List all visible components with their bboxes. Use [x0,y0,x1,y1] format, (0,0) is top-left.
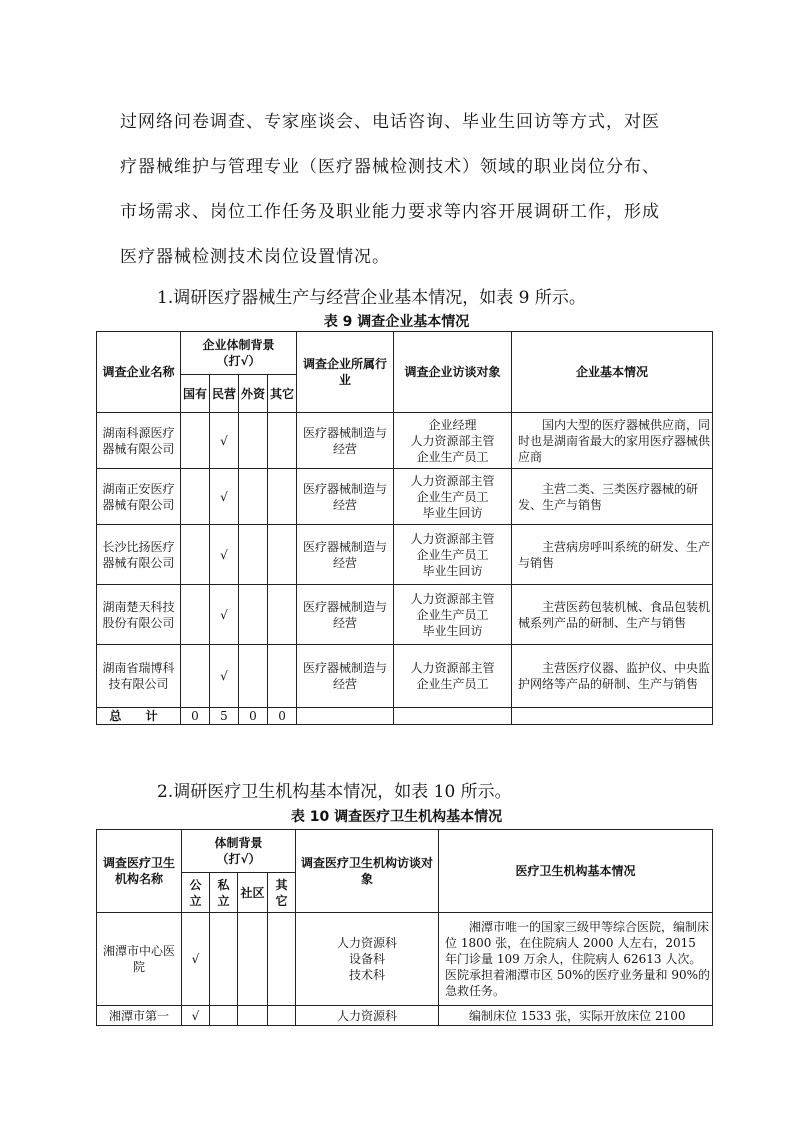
company-info: 主营病房呼叫系统的研发、生产与销售 [512,525,713,585]
industry: 医疗器械制造与经营 [297,645,394,708]
company-name: 湖南正安医疗器械有限公司 [97,469,181,525]
mark-cell [181,645,210,708]
table-9 [96,331,713,725]
company-name: 湖南楚天科技股份有限公司 [97,585,181,645]
interviewee: 人力资源科 设备科 技术科 [296,913,439,1006]
table-row [97,413,713,469]
empty-cell [512,708,713,725]
table-row [97,645,713,708]
mark-cell [239,525,268,585]
intro-line: 医疗器械检测技术岗位设置情况。 [120,247,390,267]
header-interviewee: 调查企业访谈对象 [394,332,512,413]
company-name: 湖南省瑞博科技有限公司 [97,645,181,708]
total-row [97,708,713,725]
institution-info: 湘潭市唯一的国家三级甲等综合医院，编制床位 1800 张，在住院病人 2000 人左右，2015 年门诊量 109 万余人，住院病人 62613 人次。医院承担着湘潭市区 50%的医疗业务量和 90%的急救任务。 [439,913,713,1006]
header-public: 公立 [182,873,210,913]
check-mark: √ [210,525,239,585]
check-mark: √ [210,413,239,469]
header-system: 企业体制背景 （打√） [181,332,297,375]
company-name: 长沙比扬医疗器械有限公司 [97,525,181,585]
table-row [97,525,713,585]
intro-line: 过网络问卷调查、专家座谈会、电话咨询、毕业生回访等方式，对医 [120,112,660,132]
total-value: 0 [268,708,297,725]
industry: 医疗器械制造与经营 [297,469,394,525]
header-private: 民营 [210,375,239,413]
header-other: 其它 [268,375,297,413]
industry: 医疗器械制造与经营 [297,585,394,645]
mark-cell [181,469,210,525]
header-institution-name: 调查医疗卫生机构名称 [97,830,182,913]
empty-cell [394,708,512,725]
mark-cell [181,585,210,645]
intro-line: 疗器械维护与管理专业（医疗器械检测技术）领域的职业岗位分布、 [120,157,660,177]
table-10-caption: 表 10 调查医疗卫生机构基本情况 [290,809,503,825]
interviewee: 人力资源科 [296,1006,439,1026]
empty-cell [297,708,394,725]
mark-cell [238,913,268,1006]
mark-cell [239,413,268,469]
mark-cell [181,413,210,469]
industry: 医疗器械制造与经营 [297,413,394,469]
header-state-owned: 国有 [181,375,210,413]
mark-cell [181,525,210,585]
header-system: 体制背景 （打√） [182,830,296,873]
industry: 医疗器械制造与经营 [297,525,394,585]
intro-line: 市场需求、岗位工作任务及职业能力要求等内容开展调研工作，形成 [120,202,660,222]
total-value: 0 [239,708,268,725]
header-other: 其它 [268,873,296,913]
check-mark: √ [182,1006,210,1026]
interviewee: 人力资源部主管 企业生产员工 [394,645,512,708]
mark-cell [268,413,297,469]
mark-cell [268,1006,296,1026]
header-community: 社区 [238,873,268,913]
mark-cell [268,913,296,1006]
header-foreign: 外资 [239,375,268,413]
interviewee: 人力资源部主管 企业生产员工 毕业生回访 [394,469,512,525]
check-mark: √ [210,585,239,645]
mark-cell [239,469,268,525]
check-mark: √ [182,913,210,1006]
company-info: 主营二类、三类医疗器械的研发、生产与销售 [512,469,713,525]
section-2-heading: 2.调研医疗卫生机构基本情况，如表 10 所示。 [157,782,512,802]
table-9-caption: 表 9 调查企业基本情况 [323,314,470,330]
company-info: 主营医疗仪器、监护仪、中央监护网络等产品的研制、生产与销售 [512,645,713,708]
table-row [97,585,713,645]
header-company-name: 调查企业名称 [97,332,181,413]
header-private: 私立 [210,873,238,913]
header-interviewee: 调查医疗卫生机构访谈对象 [296,830,439,913]
institution-info: 编制床位 1533 张，实际开放床位 2100 [439,1006,713,1026]
mark-cell [268,469,297,525]
mark-cell [210,1006,238,1026]
header-info: 医疗卫生机构基本情况 [439,830,713,913]
check-mark: √ [210,469,239,525]
mark-cell [210,913,238,1006]
interviewee: 企业经理 人力资源部主管 企业生产员工 [394,413,512,469]
table-row [97,1006,713,1026]
institution-name: 湘潭市中心医院 [97,913,182,1006]
interviewee: 人力资源部主管 企业生产员工 毕业生回访 [394,525,512,585]
interviewee: 人力资源部主管 企业生产员工 毕业生回访 [394,585,512,645]
company-info: 主营医药包装机械、食品包装机械系列产品的研制、生产与销售 [512,585,713,645]
mark-cell [238,1006,268,1026]
section-1-heading: 1.调研医疗器械生产与经营企业基本情况，如表 9 所示。 [157,288,586,308]
mark-cell [268,645,297,708]
table-row [97,913,713,1006]
header-industry: 调查企业所属行业 [297,332,394,413]
institution-name: 湘潭市第一 [97,1006,182,1026]
total-value: 5 [210,708,239,725]
company-info: 国内大型的医疗器械供应商，同时也是湖南省最大的家用医疗器械供应商 [512,413,713,469]
total-value: 0 [181,708,210,725]
mark-cell [239,645,268,708]
company-name: 湖南科源医疗器械有限公司 [97,413,181,469]
mark-cell [268,525,297,585]
check-mark: √ [210,645,239,708]
table-row [97,469,713,525]
mark-cell [239,585,268,645]
total-label: 总 计 [97,708,181,725]
mark-cell [268,585,297,645]
table-10 [96,829,713,1026]
header-info: 企业基本情况 [512,332,713,413]
